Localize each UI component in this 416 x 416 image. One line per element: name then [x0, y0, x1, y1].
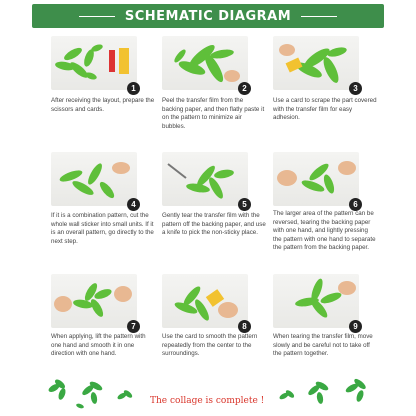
hand-image [224, 70, 240, 82]
leaf-sticker-image [51, 152, 137, 206]
leaf-sticker-image [51, 274, 137, 328]
step-9-photo [273, 274, 359, 328]
step-7-photo [51, 274, 137, 328]
leaf-sticker-image [273, 152, 359, 206]
step-4-description: If it is a combination pattern, cut the whole wall sticker into small units. If it is an overall pattern, go directly to the next step. [51, 212, 154, 245]
step-7-description: When applying, lift the pattern with one hand and smooth it in one direction with one hand. [51, 333, 146, 358]
hand-image [338, 161, 356, 175]
leaf-sticker-image [273, 36, 359, 90]
step-6-photo [273, 152, 359, 206]
step-5-photo [162, 152, 248, 206]
step-3-description: Use a card to scrape the part covered with the transfer film for easy adhesion. [273, 97, 377, 122]
step-3-number-badge: 3 [349, 82, 362, 95]
step-1-photo [51, 36, 137, 90]
step-1-number-badge: 1 [127, 82, 140, 95]
clover-leaf-decoration-left [44, 374, 144, 414]
clover-leaf-decoration-right [272, 374, 372, 414]
hand-image [279, 44, 295, 56]
leaf-sticker-image [162, 152, 248, 206]
step-6-description: The larger area of the pattern can be reversed, tearing the backing paper with one hand, and lightly pressing the pattern with one hand to separate the pattern from the backing paper. [273, 210, 376, 252]
step-7-number-badge: 7 [127, 320, 140, 333]
leaf-sticker-image [273, 274, 359, 328]
step-4-photo [51, 152, 137, 206]
step-8-number-badge: 8 [238, 320, 251, 333]
step-2-number-badge: 2 [238, 82, 251, 95]
step-4-number-badge: 4 [127, 198, 140, 211]
step-8-photo [162, 274, 248, 328]
hand-image [112, 162, 130, 174]
step-3-photo [273, 36, 359, 90]
step-9-number-badge: 9 [349, 320, 362, 333]
step-1-description: After receiving the layout, prepare the scissors and cards. [51, 97, 155, 113]
step-2-description: Peel the transfer film from the backing paper, and then flatly paste it on the pattern to minimize air bubbles. [162, 97, 265, 130]
scissors-icon [109, 50, 115, 72]
leaf-sticker-image [162, 36, 248, 90]
banner-right-line [301, 16, 337, 17]
banner-left-line [79, 16, 115, 17]
leaf-sticker-image [51, 36, 137, 90]
leaf-sticker-image [162, 274, 248, 328]
hand-image [277, 170, 297, 186]
page-title: SCHEMATIC DIAGRAM [124, 8, 292, 24]
step-9-description: When tearing the transfer film, move slowly and be careful not to take off the pattern together. [273, 333, 373, 358]
knife-icon [168, 164, 186, 178]
hand-image [218, 302, 238, 318]
step-5-description: Gently tear the transfer film with the pattern off the backing paper, and use a knife to pick the non-sticky place. [162, 212, 266, 237]
hand-image [114, 286, 132, 302]
step-5-number-badge: 5 [238, 198, 251, 211]
step-6-number-badge: 6 [349, 198, 362, 211]
completion-message: The collage is complete ! [150, 396, 265, 406]
card-icon [119, 48, 129, 74]
hand-image [54, 296, 72, 312]
step-8-description: Use the card to smooth the pattern repeatedly from the center to the surroundings. [162, 333, 258, 358]
step-2-photo [162, 36, 248, 90]
hand-image [338, 281, 356, 295]
header-banner [32, 4, 384, 28]
